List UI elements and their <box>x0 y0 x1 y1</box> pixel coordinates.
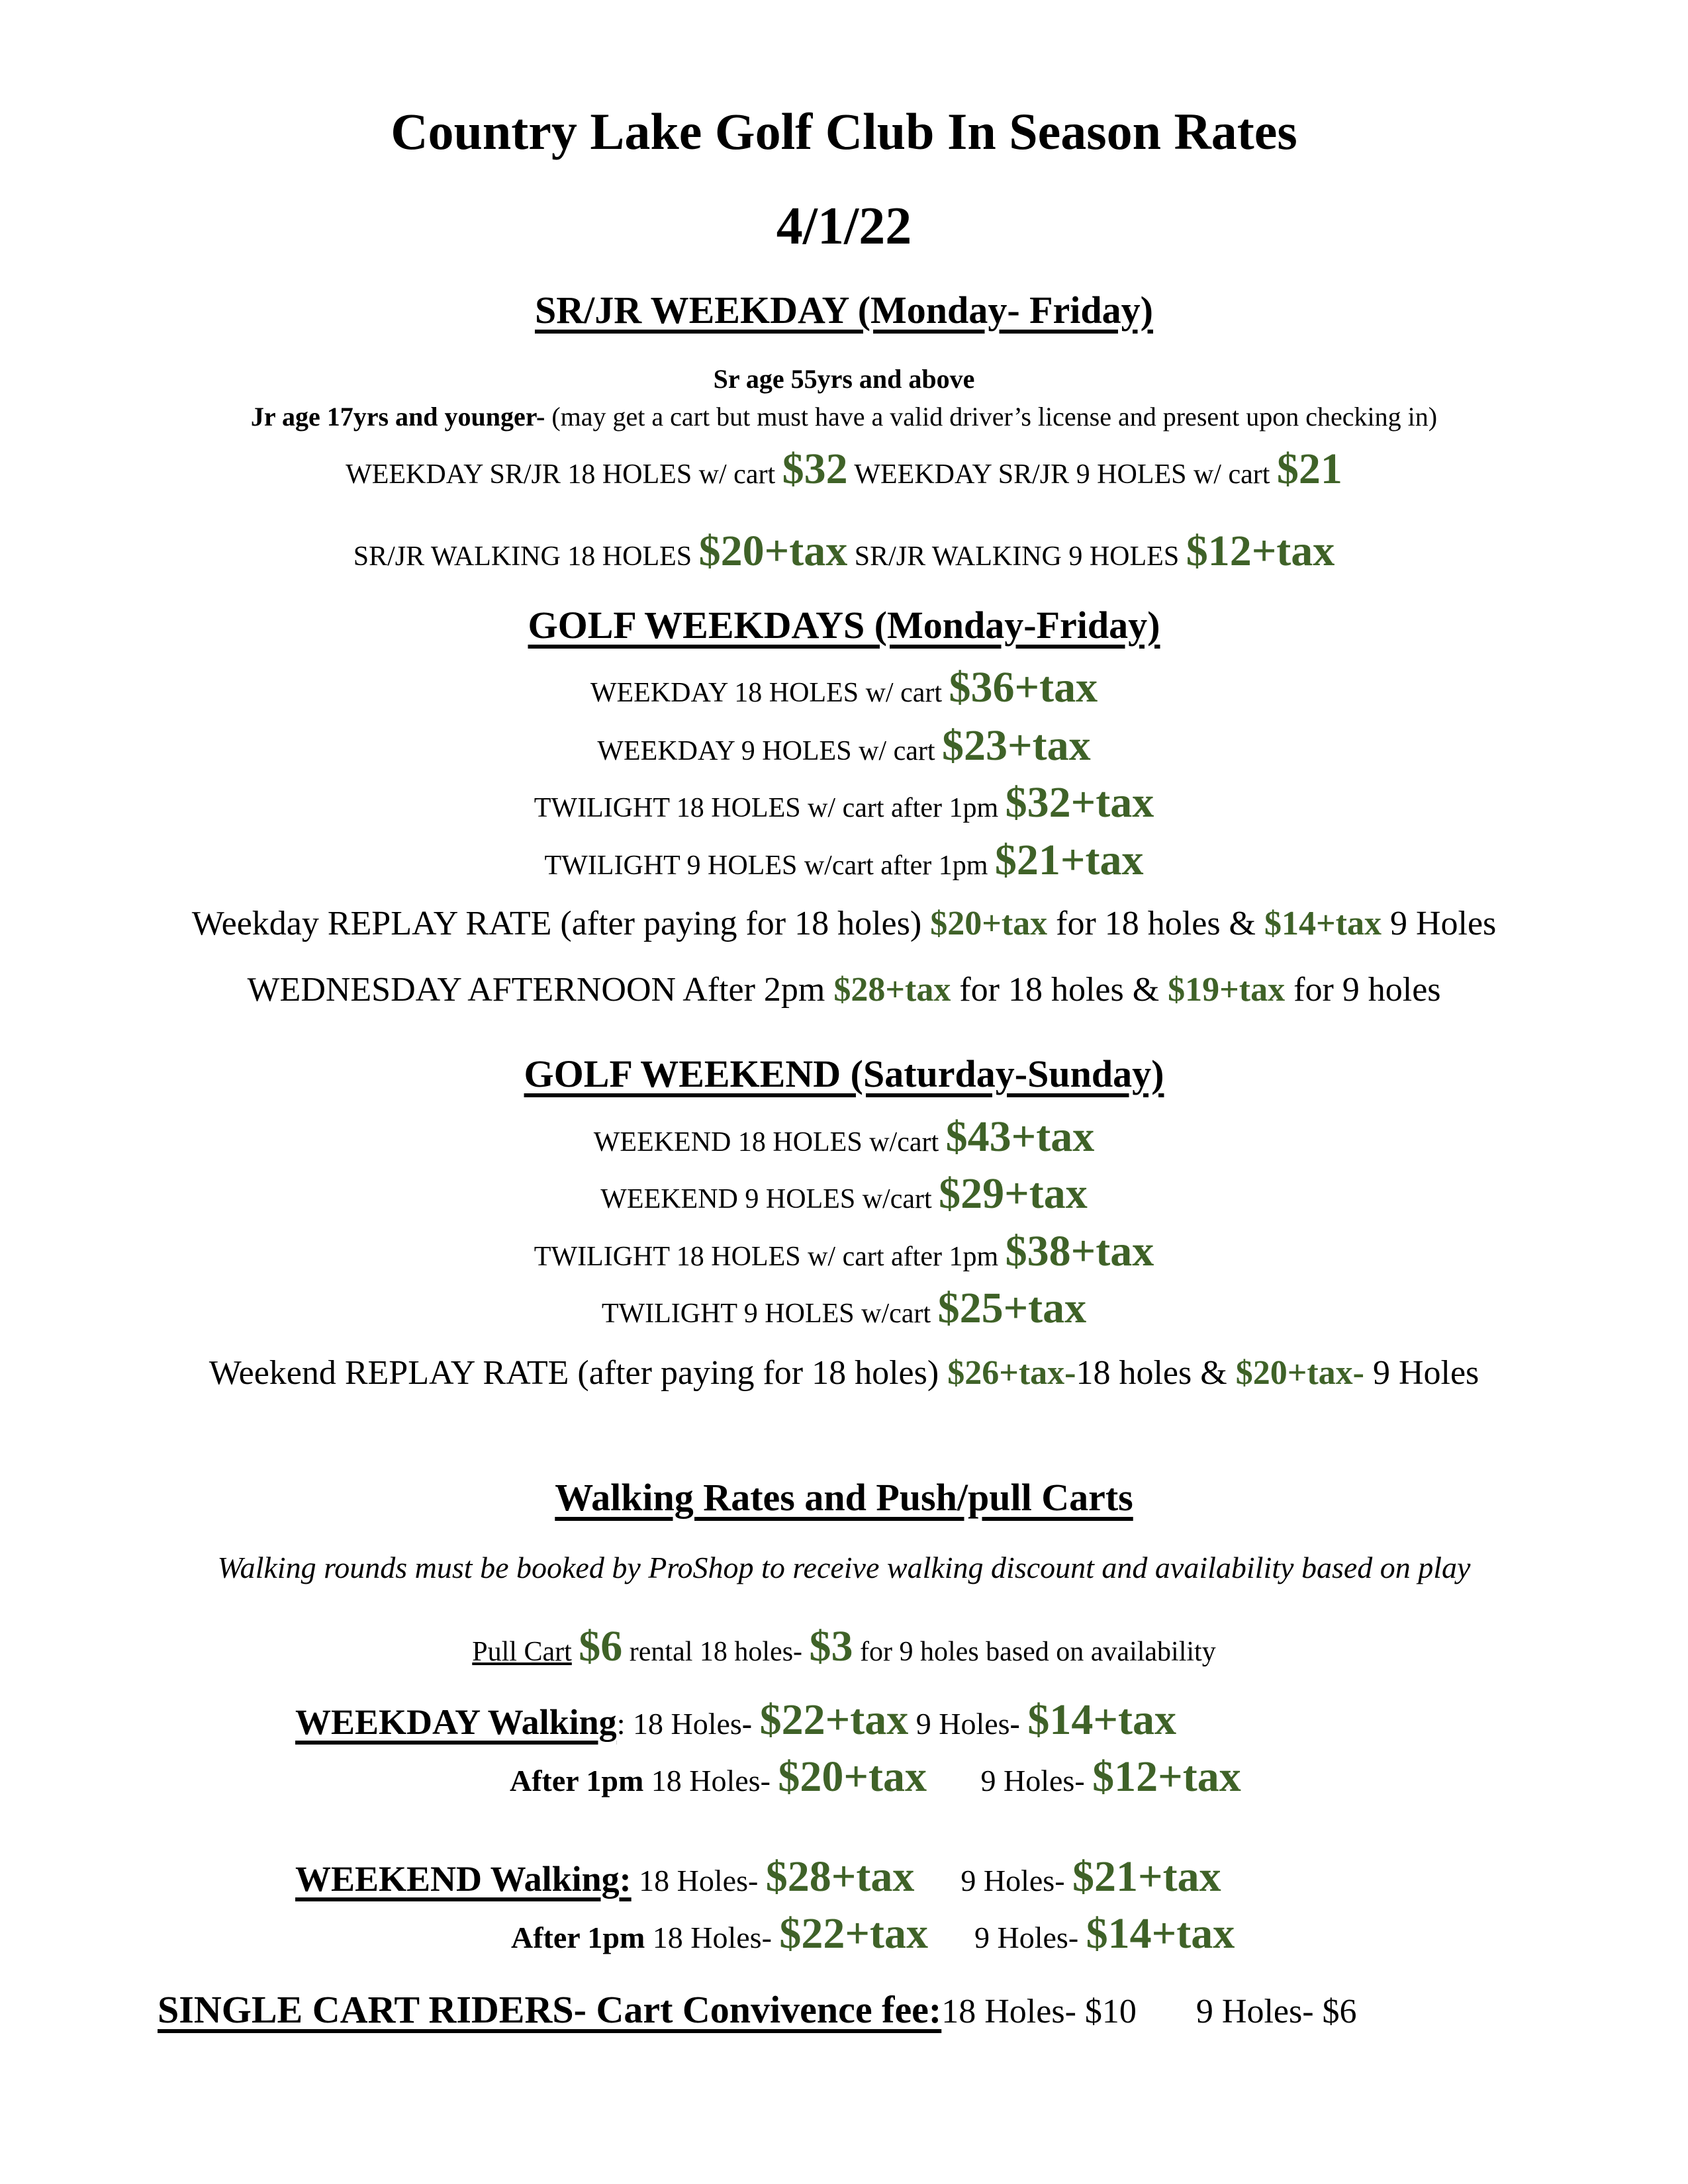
replay-price-18: $26+tax- <box>947 1354 1076 1392</box>
holes-9-label: 9 Holes- <box>974 1921 1086 1954</box>
rate-price: $25+tax <box>937 1284 1087 1332</box>
rate-label: TWILIGHT 18 HOLES w/ cart after 1pm <box>534 793 1006 823</box>
weekday-replay-rate <box>0 907 1688 941</box>
walking-booking-note: Walking rounds must be booked by ProShop to receive walking discount and availability based on play <box>217 1551 1471 1584</box>
weekday-rate-row <box>0 721 1688 770</box>
holes-18-label: 18 Holes- <box>645 1921 780 1954</box>
srjr-walking-rates <box>0 529 1688 573</box>
pull-cart-mid: rental 18 holes- <box>622 1637 810 1667</box>
srjr-walk-18-price: $20+tax <box>698 527 848 575</box>
rate-label: WEEKEND 18 HOLES w/cart <box>593 1127 946 1158</box>
wednesday-prefix: WEDNESDAY AFTERNOON After 2pm <box>247 971 834 1009</box>
replay-mid: 18 holes & <box>1076 1354 1236 1392</box>
jr-age-note <box>0 404 1688 430</box>
weekday-walking-row <box>295 1698 1176 1742</box>
wednesday-suffix: for 9 holes <box>1285 971 1441 1009</box>
rate-price: $29+tax <box>939 1169 1088 1218</box>
rate-price: $36+tax <box>949 663 1098 711</box>
single-cart-label: SINGLE CART RIDERS- Cart Convivence fee: <box>158 1988 942 2031</box>
jr-age-detail: (may get a cart but must have a valid driver’s license and present upon checking in) <box>545 402 1438 432</box>
replay-price-18: $20+tax <box>930 905 1048 942</box>
pull-cart-rates <box>0 1622 1688 1670</box>
weekday-walking-after-row <box>510 1752 1241 1801</box>
replay-price-9: $14+tax <box>1264 905 1382 942</box>
rate-price: $43+tax <box>945 1113 1095 1161</box>
dash: - <box>741 1707 760 1741</box>
rate-price: $23+tax <box>942 721 1091 770</box>
replay-price-9: $20+tax- <box>1235 1354 1364 1392</box>
weekend-walk-18-price: $28+tax <box>765 1852 915 1901</box>
wednesday-mid: for 18 holes & <box>951 971 1168 1009</box>
weekend-rate-row <box>0 1227 1688 1275</box>
weekday-rate-row <box>0 778 1688 827</box>
srjr-cart-18-label: WEEKDAY SR/JR 18 HOLES w/ cart <box>346 459 782 490</box>
replay-suffix: 9 Holes <box>1364 1354 1479 1392</box>
holes-9-label: 9 Holes- <box>961 1864 1073 1897</box>
after-1pm-label: After 1pm <box>510 1764 644 1797</box>
srjr-cart-9-price: $21 <box>1276 445 1342 493</box>
replay-prefix: Weekend REPLAY RATE (after paying for 18 holes) <box>209 1354 948 1392</box>
weekend-walking-after-row <box>511 1909 1235 1958</box>
pull-cart-price-9: $3 <box>809 1622 853 1670</box>
single-cart-9-fee: 9 Holes- $6 <box>1196 1993 1357 2030</box>
pull-cart-price-18: $6 <box>579 1622 623 1670</box>
pull-cart-suffix: for 9 holes based on availability <box>853 1637 1216 1667</box>
weekday-rate-row <box>0 663 1688 711</box>
page-title: Country Lake Golf Club In Season Rates <box>391 103 1297 160</box>
wednesday-afternoon-rate <box>0 973 1688 1007</box>
weekend-walk-9-price: $21+tax <box>1072 1852 1221 1901</box>
weekday-walk-18-price: $22+tax <box>759 1696 909 1744</box>
weekend-walking-label: WEEKEND Walking: <box>295 1859 632 1899</box>
srjr-cart-9-label: WEEKDAY SR/JR 9 HOLES w/ cart <box>854 459 1277 490</box>
dash: - <box>1009 1707 1028 1741</box>
srjr-walk-18-label: SR/JR WALKING 18 HOLES <box>353 541 699 572</box>
replay-prefix: Weekday REPLAY RATE (after paying for 18 holes) <box>191 905 931 942</box>
weekend-replay-rate <box>0 1356 1688 1390</box>
weekday-after-9-price: $12+tax <box>1092 1752 1241 1801</box>
rate-label: WEEKDAY 18 HOLES w/ cart <box>590 678 949 708</box>
rate-label: TWILIGHT 18 HOLES w/ cart after 1pm <box>534 1242 1006 1272</box>
replay-mid: for 18 holes & <box>1047 905 1264 942</box>
rate-label: WEEKDAY 9 HOLES w/ cart <box>597 736 943 766</box>
rate-label: TWILIGHT 9 HOLES w/cart after 1pm <box>544 850 995 881</box>
pull-cart-label: Pull Cart <box>472 1637 572 1667</box>
weekdays-heading: GOLF WEEKDAYS (Monday-Friday) <box>528 604 1160 647</box>
jr-age-label: Jr age 17yrs and younger- <box>250 402 545 432</box>
srjr-cart-rates <box>0 447 1688 491</box>
weekend-rate-row <box>0 1115 1688 1159</box>
weekend-after-9-price: $14+tax <box>1086 1909 1235 1958</box>
srjr-walk-9-label: SR/JR WALKING 9 HOLES <box>854 541 1186 572</box>
wednesday-price-9: $19+tax <box>1168 971 1286 1009</box>
single-cart-riders-row <box>158 1988 1357 2031</box>
rate-label: WEEKEND 9 HOLES w/cart <box>600 1184 939 1214</box>
after-1pm-label: After 1pm <box>511 1921 645 1954</box>
weekend-rate-row <box>0 1284 1688 1332</box>
weekday-rate-row <box>0 836 1688 884</box>
weekday-walking-label: WEEKDAY Walking <box>295 1702 617 1742</box>
sr-age-note: Sr age 55yrs and above <box>713 364 975 394</box>
holes-9-label: 9 Holes <box>908 1707 1010 1741</box>
effective-date: 4/1/22 <box>776 197 912 255</box>
weekday-walk-9-price: $14+tax <box>1027 1696 1176 1744</box>
weekend-walking-row <box>295 1852 1221 1901</box>
weekend-after-18-price: $22+tax <box>779 1909 928 1958</box>
wednesday-price-18: $28+tax <box>833 971 951 1009</box>
rate-price: $21+tax <box>994 836 1144 884</box>
weekday-after-18-price: $20+tax <box>778 1752 927 1801</box>
rate-label: TWILIGHT 9 HOLES w/cart <box>601 1298 938 1329</box>
holes-18-label: 18 Holes- <box>643 1764 778 1797</box>
single-cart-18-fee: 18 Holes- $10 <box>941 1993 1137 2030</box>
weekend-heading: GOLF WEEKEND (Saturday-Sunday) <box>524 1052 1164 1095</box>
srjr-cart-18-price: $32 <box>782 445 848 493</box>
holes-18-label: 18 Holes- <box>631 1864 766 1897</box>
walking-heading: Walking Rates and Push/pull Carts <box>555 1476 1133 1519</box>
colon: : <box>616 1707 626 1741</box>
holes-9-label: 9 Holes- <box>973 1764 1093 1797</box>
holes-18-label: 18 Holes <box>625 1707 742 1741</box>
rate-price: $38+tax <box>1005 1227 1154 1275</box>
weekend-rate-row <box>0 1169 1688 1218</box>
srjr-heading: SR/JR WEEKDAY (Monday- Friday) <box>534 289 1153 332</box>
replay-suffix: 9 Holes <box>1381 905 1497 942</box>
rate-price: $32+tax <box>1005 778 1154 827</box>
srjr-walk-9-price: $12+tax <box>1186 527 1335 575</box>
